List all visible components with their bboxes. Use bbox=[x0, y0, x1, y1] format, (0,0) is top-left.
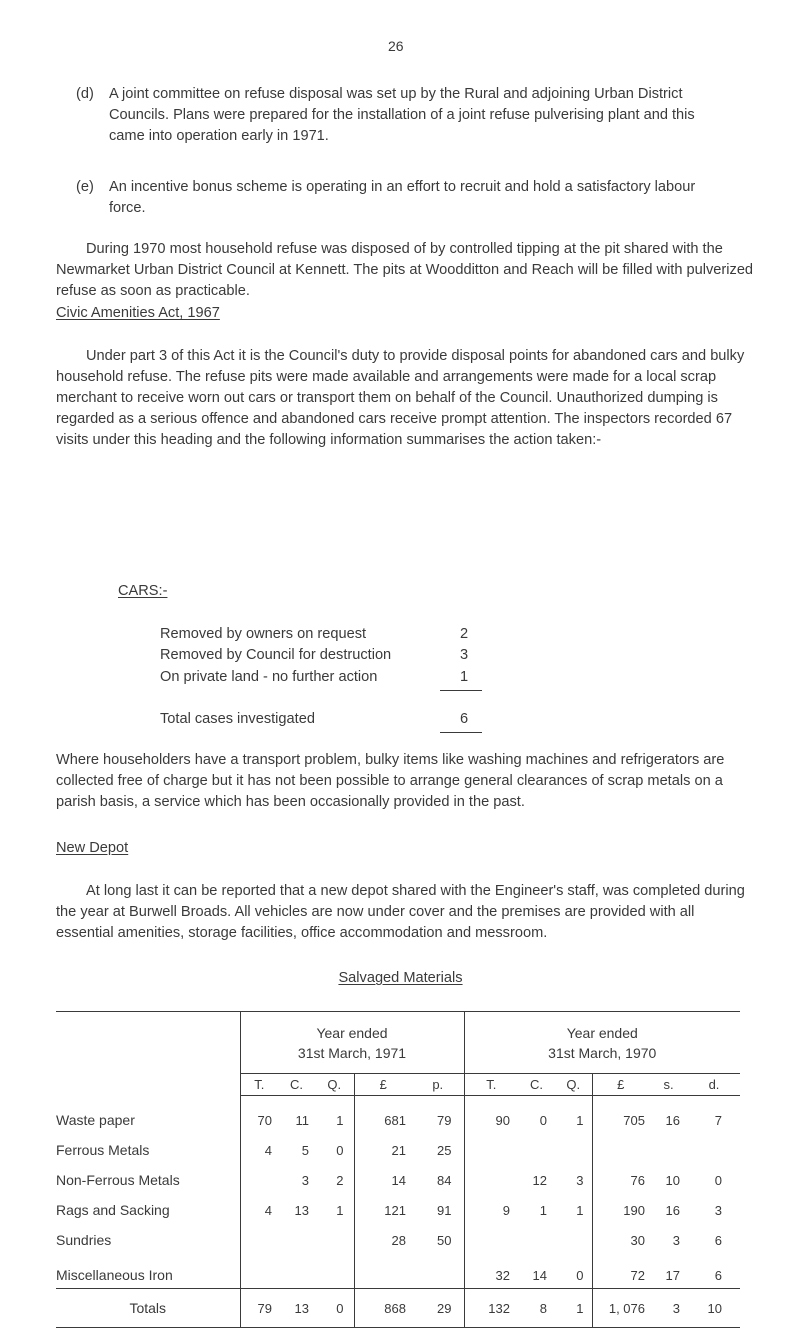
totals-shilling-1970: 3 bbox=[649, 1289, 688, 1328]
totals-pound-1971: 868 bbox=[354, 1289, 412, 1328]
year-1970-line1: Year ended bbox=[566, 1024, 638, 1041]
table-row bbox=[56, 1096, 740, 1133]
totals-pence-1971: 29 bbox=[412, 1289, 464, 1328]
cell-t70: 32 bbox=[495, 1268, 510, 1283]
year-1970-header bbox=[464, 1012, 740, 1074]
cell-d70: 3 bbox=[714, 1202, 722, 1218]
totals-pence-1970: 10 bbox=[688, 1289, 740, 1328]
col-pence-1971: p. bbox=[412, 1074, 464, 1096]
cell-c70: 0 bbox=[539, 1112, 547, 1128]
totals-tons-1971: 79 bbox=[240, 1289, 278, 1328]
cell-l71 bbox=[354, 1253, 412, 1289]
cell-q71 bbox=[315, 1223, 354, 1253]
totals-qtr-1971: 0 bbox=[315, 1289, 354, 1328]
material-name: Miscellaneous Iron bbox=[56, 1253, 240, 1289]
year-1971-line1: Year ended bbox=[316, 1024, 388, 1041]
year-1971-line2: 31st March, 1971 bbox=[297, 1044, 407, 1061]
cars-row-value: 3 bbox=[459, 647, 469, 663]
cell-t71: 4 bbox=[264, 1142, 272, 1158]
salvaged-materials-title-text: Salvaged Materials bbox=[338, 970, 463, 986]
cell-s70: 3 bbox=[672, 1232, 680, 1248]
cell-q70: 1 bbox=[555, 1096, 592, 1133]
cell-l70: 72 bbox=[630, 1268, 645, 1283]
cell-c70: 1 bbox=[539, 1202, 547, 1218]
table-row bbox=[56, 1193, 740, 1223]
col-cwt-1971: C. bbox=[278, 1074, 315, 1096]
col-pound-1970: £ bbox=[592, 1074, 649, 1096]
table-body bbox=[56, 1096, 740, 1289]
cell-c70 bbox=[518, 1223, 555, 1253]
cell-t70 bbox=[464, 1223, 518, 1253]
col-pence-1970: d. bbox=[688, 1074, 740, 1096]
cars-row bbox=[160, 645, 500, 666]
material-name: Waste paper bbox=[56, 1096, 240, 1133]
cell-q70 bbox=[555, 1133, 592, 1163]
year-1970-line2: 31st March, 1970 bbox=[548, 1044, 657, 1061]
cars-total-label: Total cases investigated bbox=[160, 711, 315, 727]
cell-q71: 2 bbox=[315, 1163, 354, 1193]
table-subheader-row bbox=[56, 1074, 740, 1096]
cell-q70 bbox=[555, 1223, 592, 1253]
cell-t71: 70 bbox=[257, 1112, 272, 1128]
material-name: Rags and Sacking bbox=[56, 1193, 240, 1223]
cell-c71 bbox=[278, 1223, 315, 1253]
cell-c70: 14 bbox=[532, 1268, 547, 1283]
cars-row-label: Removed by Council for destruction bbox=[160, 647, 392, 663]
cell-p71: 50 bbox=[412, 1223, 464, 1253]
cars-row bbox=[160, 624, 500, 645]
material-name: Non-Ferrous Metals bbox=[56, 1163, 240, 1193]
cell-s70 bbox=[649, 1133, 688, 1163]
totals-cwt-1970: 8 bbox=[518, 1289, 555, 1328]
col-shilling-1970: s. bbox=[649, 1074, 688, 1096]
cars-total-row bbox=[160, 709, 500, 730]
salvaged-materials-title bbox=[0, 968, 801, 989]
cell-c71 bbox=[278, 1253, 315, 1289]
table-row bbox=[56, 1163, 740, 1193]
cars-title: CARS:- bbox=[118, 583, 168, 599]
cell-l70: 30 bbox=[630, 1232, 645, 1248]
material-name: Sundries bbox=[56, 1223, 240, 1253]
cell-t71 bbox=[240, 1253, 278, 1289]
cell-l71: 121 bbox=[384, 1202, 406, 1218]
table-row bbox=[56, 1223, 740, 1253]
totals-label: Totals bbox=[56, 1289, 240, 1328]
cell-t71: 4 bbox=[264, 1202, 272, 1218]
cell-t70: 90 bbox=[495, 1112, 510, 1128]
cell-p71: 91 bbox=[412, 1193, 464, 1223]
cell-l71: 28 bbox=[391, 1232, 406, 1248]
col-pound-1971: £ bbox=[354, 1074, 412, 1096]
cell-l70: 190 bbox=[623, 1202, 645, 1218]
cell-q71: 0 bbox=[315, 1133, 354, 1163]
cars-row-label: On private land - no further action bbox=[160, 669, 378, 685]
list-item bbox=[0, 177, 801, 219]
table-row bbox=[56, 1133, 740, 1163]
table-row bbox=[56, 1253, 740, 1289]
cars-row bbox=[160, 667, 500, 688]
cell-q70: 1 bbox=[555, 1193, 592, 1223]
col-tons-1971: T. bbox=[240, 1074, 278, 1096]
list-item bbox=[0, 84, 801, 168]
totals-cwt-1971: 13 bbox=[278, 1289, 315, 1328]
paragraph-bulky-items: Where householders have a transport problem, bulky items like washing machines and refrigerators are collected free of charge but it has not been possible to arrange general clearances of scrap metals on a parish basis, a service which has been occasionally provided in the past. bbox=[56, 752, 725, 810]
cell-l70 bbox=[592, 1133, 649, 1163]
cell-t70 bbox=[464, 1163, 518, 1193]
cell-q71 bbox=[315, 1253, 354, 1289]
cell-l71: 681 bbox=[384, 1112, 406, 1128]
cell-s70: 10 bbox=[665, 1172, 680, 1188]
cell-p71: 25 bbox=[412, 1133, 464, 1163]
table-header-row bbox=[56, 1012, 740, 1074]
civic-amenities-heading: Civic Amenities Act, 1967 bbox=[56, 305, 220, 321]
cars-row-value: 1 bbox=[459, 669, 469, 685]
item-label: (e) bbox=[76, 179, 94, 195]
cell-d70: 0 bbox=[714, 1172, 722, 1188]
cell-d70 bbox=[688, 1133, 740, 1163]
paragraph-civic-amenities: Under part 3 of this Act it is the Council's duty to provide disposal points for abandoned cars and bulky household refuse. The refuse pits were made available and arrangements were made for a local scrap merchant to receive worn out cars or transport them on behalf of the Council. Unauthorized dumping is regarded as a serious offence and abandoned cars receive prompt attention. The inspectors recorded 67 visits under this heading and the following information summarises the action taken:- bbox=[56, 348, 745, 448]
salvaged-materials-table bbox=[56, 1011, 740, 1328]
table-header-blank bbox=[56, 1012, 240, 1074]
cell-l70: 76 bbox=[630, 1172, 645, 1188]
item-label: (d) bbox=[76, 86, 94, 102]
totals-pound-1970: 1, 076 bbox=[592, 1289, 649, 1328]
item-text: A joint committee on refuse disposal was set up by the Rural and adjoining Urban District Councils. Plans were prepared for the installation of a joint refuse pulverising plant and this came into operation early in 1971. bbox=[109, 86, 695, 144]
col-cwt-1970: C. bbox=[518, 1074, 555, 1096]
cell-c71: 13 bbox=[294, 1202, 309, 1218]
cell-t70: 9 bbox=[502, 1202, 510, 1218]
material-name: Ferrous Metals bbox=[56, 1133, 240, 1163]
cell-t71 bbox=[240, 1223, 278, 1253]
cars-row-value: 2 bbox=[459, 626, 469, 642]
cell-q71: 1 bbox=[315, 1193, 354, 1223]
item-text: An incentive bonus scheme is operating in an effort to recruit and hold a satisfactory labour force. bbox=[109, 179, 696, 216]
cell-l70: 705 bbox=[623, 1112, 645, 1128]
cell-c70 bbox=[518, 1133, 555, 1163]
year-1971-header bbox=[240, 1012, 464, 1074]
cell-q71: 1 bbox=[315, 1096, 354, 1133]
paragraph-refuse-1970: During 1970 most household refuse was disposed of by controlled tipping at the pit shared with the Newmarket Urban District Council at Kennett. The pits at Woodditton and Reach will be filled with pulverized refuse as soon as practicable. bbox=[56, 241, 754, 299]
cell-s70: 16 bbox=[665, 1202, 680, 1218]
cell-s70: 16 bbox=[665, 1112, 680, 1128]
cell-q70: 0 bbox=[555, 1253, 592, 1289]
col-tons-1970: T. bbox=[464, 1074, 518, 1096]
cell-t71 bbox=[240, 1163, 278, 1193]
cell-c71: 3 bbox=[301, 1172, 309, 1188]
cell-c70: 12 bbox=[532, 1172, 547, 1188]
cell-t70 bbox=[464, 1133, 518, 1163]
paragraph-new-depot: At long last it can be reported that a new depot shared with the Engineer's staff, was completed during the year at Burwell Broads. All vehicles are now under cover and the premises are provided with all essential amenities, storage facilities, office accommodation and messroom. bbox=[56, 883, 745, 941]
totals-tons-1970: 132 bbox=[464, 1289, 518, 1328]
totals-qtr-1970: 1 bbox=[555, 1289, 592, 1328]
cell-l71: 14 bbox=[391, 1172, 406, 1188]
cell-p71: 84 bbox=[412, 1163, 464, 1193]
totals-row bbox=[56, 1289, 740, 1328]
cell-d70: 6 bbox=[714, 1232, 722, 1248]
page-number: 26 bbox=[388, 38, 404, 54]
cell-q70: 3 bbox=[555, 1163, 592, 1193]
cars-total-value: 6 bbox=[459, 711, 469, 727]
cell-c71: 11 bbox=[295, 1112, 309, 1128]
cars-subtotal-rule bbox=[440, 690, 482, 691]
cell-p71 bbox=[412, 1253, 464, 1289]
cell-s70: 17 bbox=[665, 1268, 680, 1283]
col-qtr-1971: Q. bbox=[315, 1074, 354, 1096]
col-qtr-1970: Q. bbox=[555, 1074, 592, 1096]
cell-p71: 79 bbox=[412, 1096, 464, 1133]
cell-d70: 7 bbox=[714, 1112, 722, 1128]
cars-row-label: Removed by owners on request bbox=[160, 626, 367, 642]
new-depot-heading: New Depot bbox=[56, 840, 129, 856]
cell-d70: 6 bbox=[714, 1268, 722, 1283]
subheader-blank bbox=[56, 1074, 240, 1096]
cell-l71: 21 bbox=[391, 1142, 406, 1158]
cars-total-rule bbox=[440, 732, 482, 733]
cell-c71: 5 bbox=[301, 1142, 309, 1158]
